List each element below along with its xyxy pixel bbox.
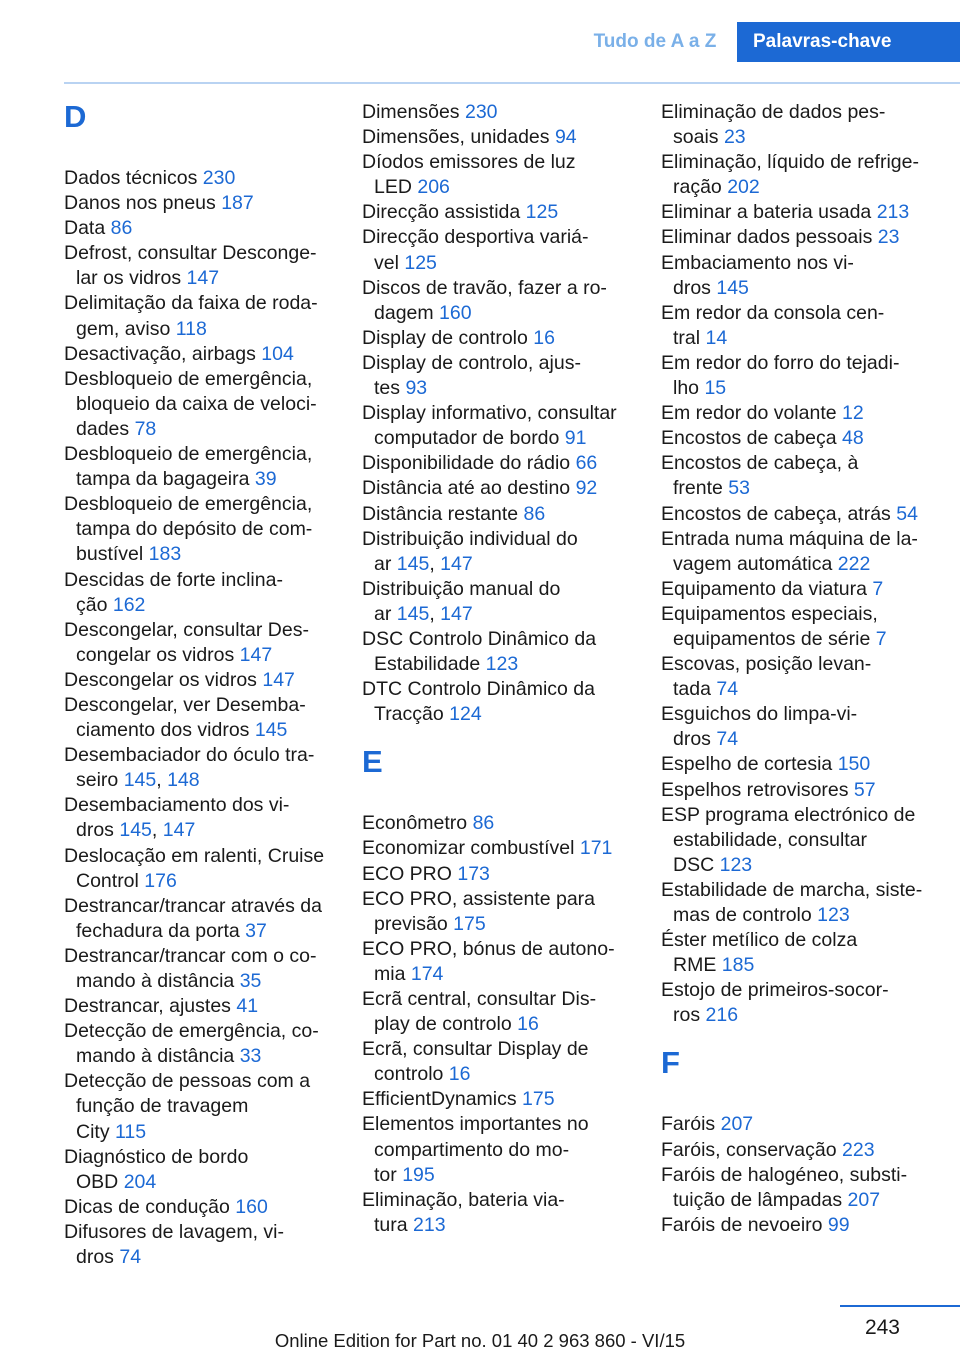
entry-text: Encostos de cabeça, atrás bbox=[661, 502, 897, 525]
page-link[interactable]: 94 bbox=[554, 126, 577, 149]
entry-text: tral bbox=[673, 326, 706, 349]
entry-text: Econômetro bbox=[362, 812, 473, 835]
page-link[interactable]: 216 bbox=[705, 1004, 739, 1027]
entry-text: Éster metílico de colza bbox=[661, 929, 858, 952]
page-link[interactable]: 147 bbox=[162, 819, 196, 842]
page-link[interactable]: 16 bbox=[533, 326, 555, 349]
index-entry: Desembaciamento dos vi- dros 145, 147 bbox=[64, 794, 290, 842]
entry-text: ECO PRO bbox=[362, 862, 458, 885]
page-link[interactable]: 148 bbox=[167, 769, 200, 792]
page-header bbox=[0, 22, 960, 62]
index-entry bbox=[661, 150, 933, 200]
entry-text: Direcção assistida bbox=[362, 201, 526, 224]
index-entry bbox=[661, 778, 933, 803]
index-entry: Distribuição manual do ar 145, 147 bbox=[362, 577, 561, 625]
index-entry bbox=[661, 351, 933, 401]
page-link[interactable]: 57 bbox=[853, 778, 876, 801]
page-link[interactable]: 206 bbox=[417, 176, 450, 199]
page-link[interactable]: 115 bbox=[115, 1120, 147, 1143]
index-entry bbox=[661, 577, 933, 602]
entry-text: Eliminar a bateria usada bbox=[661, 201, 877, 224]
index-entry bbox=[661, 978, 933, 1028]
page-link[interactable]: 23 bbox=[877, 226, 900, 249]
index-entry bbox=[362, 937, 634, 987]
index-column-1 bbox=[64, 100, 336, 1270]
entry-text: tada bbox=[673, 678, 717, 701]
entry-text: Destrancar/trancar com o co- bbox=[64, 944, 317, 967]
index-entry bbox=[362, 811, 634, 836]
index-entry bbox=[362, 862, 634, 887]
index-entry bbox=[362, 225, 634, 275]
entry-text: Delimitação da faixa de roda- bbox=[64, 292, 318, 315]
page-link[interactable]: 160 bbox=[439, 301, 472, 324]
page-link[interactable]: 74 bbox=[716, 678, 739, 701]
entry-text: Escovas, posição levan- bbox=[661, 653, 872, 676]
entry-text: Eliminação de dados pes- bbox=[661, 101, 886, 123]
index-entry bbox=[362, 627, 634, 677]
index-entry bbox=[64, 1145, 336, 1195]
index-entry bbox=[661, 401, 933, 426]
page-link[interactable]: 147 bbox=[239, 643, 273, 666]
index-entry bbox=[661, 1213, 933, 1238]
index-entry bbox=[362, 476, 634, 501]
page-link[interactable]: 222 bbox=[837, 552, 871, 575]
index-entry bbox=[362, 1087, 634, 1112]
index-entry bbox=[362, 100, 634, 125]
entry-text: Detecção de emergência, co- bbox=[64, 1020, 319, 1043]
index-entry bbox=[64, 994, 336, 1019]
page-link[interactable]: 147 bbox=[440, 552, 473, 575]
entry-text: ração bbox=[673, 176, 728, 199]
entry-text: mando à distância bbox=[76, 970, 240, 992]
page-link[interactable]: 74 bbox=[119, 1246, 142, 1269]
section-spacer bbox=[362, 727, 634, 745]
index-entry bbox=[661, 803, 933, 878]
page-link[interactable]: 41 bbox=[236, 995, 259, 1018]
index-entry bbox=[661, 451, 933, 501]
page-link[interactable]: 93 bbox=[405, 377, 428, 400]
entry-text: Desactivação, airbags bbox=[64, 342, 262, 365]
entry-text: Desbloqueio de emergência, bbox=[64, 367, 313, 390]
index-entry bbox=[64, 216, 336, 241]
entry-text: equipamentos de série bbox=[673, 627, 876, 650]
entry-text: mia bbox=[374, 962, 411, 985]
entry-text: ros bbox=[673, 1004, 706, 1027]
page-link[interactable]: 213 bbox=[413, 1213, 446, 1236]
index-entry bbox=[362, 987, 634, 1037]
entry-text: EfficientDynamics bbox=[362, 1088, 523, 1111]
entry-text: Defrost, consultar Desconge- bbox=[64, 242, 317, 265]
entry-text: Estabilidade de marcha, siste- bbox=[661, 878, 923, 901]
entry-text: frente bbox=[673, 477, 729, 500]
footer-rule bbox=[840, 1305, 960, 1307]
index-entry bbox=[661, 502, 933, 527]
entry-text: Disponibilidade do rádio bbox=[362, 452, 576, 475]
page-link[interactable]: 37 bbox=[245, 919, 267, 942]
index-entry bbox=[64, 166, 336, 191]
entry-text: Descidas de forte inclina- bbox=[64, 568, 283, 591]
index-entry bbox=[64, 618, 336, 668]
page-link[interactable]: 195 bbox=[402, 1163, 435, 1186]
entry-text: Encostos de cabeça bbox=[661, 427, 843, 450]
page-link[interactable]: 78 bbox=[134, 417, 157, 440]
index-letter-heading: D bbox=[64, 99, 87, 134]
entry-text: Faróis bbox=[661, 1113, 721, 1136]
index-entry bbox=[661, 928, 933, 978]
header-rule bbox=[64, 82, 960, 84]
index-letter-heading: F bbox=[661, 1045, 680, 1081]
entry-text: dros bbox=[76, 1246, 120, 1269]
entry-text: ar bbox=[374, 602, 397, 625]
page-link[interactable]: 99 bbox=[827, 1213, 850, 1236]
index-entry bbox=[661, 878, 933, 928]
section-tab: Tudo de A a Z bbox=[593, 31, 717, 52]
entry-text: lho bbox=[673, 377, 705, 400]
entry-text: soais bbox=[673, 126, 724, 149]
entry-text: compartimento do mo- bbox=[374, 1138, 570, 1161]
entry-text: dros bbox=[76, 819, 120, 842]
page-link[interactable]: 33 bbox=[239, 1045, 262, 1068]
index-entry bbox=[362, 276, 634, 326]
page-link[interactable]: 53 bbox=[728, 477, 750, 500]
page-link[interactable]: 125 bbox=[404, 251, 437, 274]
entry-text: ção bbox=[76, 593, 113, 616]
index-entry bbox=[362, 1188, 634, 1238]
entry-text: tura bbox=[374, 1213, 414, 1236]
entry-text: previsão bbox=[374, 912, 454, 935]
entry-text: Distribuição individual do bbox=[362, 527, 578, 550]
page-link[interactable]: 15 bbox=[704, 377, 727, 400]
page-link[interactable]: 123 bbox=[485, 653, 519, 676]
index-entry bbox=[661, 752, 933, 777]
index-entry bbox=[362, 326, 634, 351]
entry-text: Distância até ao destino bbox=[362, 477, 576, 500]
index-entry bbox=[362, 1037, 634, 1087]
entry-text: Equipamentos especiais, bbox=[661, 602, 878, 625]
page-link[interactable]: 86 bbox=[110, 217, 133, 240]
page-link[interactable]: 207 bbox=[847, 1188, 881, 1211]
index-column-3 bbox=[661, 100, 933, 1238]
entry-text: Display de controlo bbox=[362, 326, 534, 349]
page-link[interactable]: 125 bbox=[525, 201, 559, 224]
entry-text: Tracção bbox=[374, 703, 450, 726]
entry-text: RME bbox=[673, 954, 722, 977]
entry-text: função de travagem bbox=[76, 1095, 249, 1118]
entry-text: Desembaciador do óculo tra- bbox=[64, 744, 315, 767]
index-entry bbox=[362, 677, 634, 727]
index-entry bbox=[64, 291, 336, 341]
entry-text: tes bbox=[374, 377, 406, 400]
index-entry bbox=[64, 191, 336, 216]
entry-text: Equipamento da viatura bbox=[661, 577, 873, 600]
page-link[interactable]: 175 bbox=[522, 1088, 555, 1111]
entry-text: Estabilidade bbox=[374, 653, 486, 676]
page-link[interactable]: 145 bbox=[716, 276, 749, 299]
page-link[interactable]: 123 bbox=[817, 904, 850, 926]
entry-text: Descongelar os vidros bbox=[64, 668, 263, 691]
index-column-2 bbox=[362, 100, 634, 1238]
entry-text: Deslocação em ralenti, Cruise bbox=[64, 844, 325, 867]
page-link[interactable]: 145 bbox=[119, 819, 152, 842]
index-entry bbox=[64, 367, 336, 442]
page-link[interactable]: 207 bbox=[720, 1113, 754, 1136]
entry-text: DSC bbox=[673, 853, 720, 876]
entry-text: tuição de lâmpadas bbox=[673, 1188, 848, 1211]
entry-text: Faróis, conservação bbox=[661, 1138, 842, 1161]
index-entry bbox=[661, 200, 933, 225]
entry-text: bloqueio da caixa de veloci- bbox=[76, 392, 317, 415]
entry-text: tampa da bagageira bbox=[76, 468, 255, 491]
index-entry bbox=[64, 442, 336, 492]
entry-text: Dimensões, unidades bbox=[362, 126, 555, 149]
page-link[interactable]: 74 bbox=[716, 728, 739, 751]
index-entry bbox=[362, 125, 634, 150]
entry-text: vel bbox=[374, 251, 405, 274]
page-link[interactable]: 16 bbox=[448, 1063, 471, 1086]
entry-text: Em redor do volante bbox=[661, 402, 843, 425]
entry-text: Display informativo, consultar bbox=[362, 402, 617, 425]
entry-text: Estojo de primeiros-socor- bbox=[661, 979, 889, 1002]
index-entry bbox=[362, 502, 634, 527]
page-link[interactable]: 54 bbox=[896, 502, 918, 525]
entry-text: Data bbox=[64, 217, 111, 240]
page-link[interactable]: 91 bbox=[564, 427, 587, 450]
index-entry bbox=[362, 1112, 634, 1187]
entry-text: tampa do depósito de com- bbox=[76, 518, 313, 541]
entry-text: bustível bbox=[76, 543, 149, 566]
entry-text: vagem automática bbox=[673, 552, 838, 575]
entry-text: Eliminação, bateria via- bbox=[362, 1188, 565, 1211]
entry-text: ECO PRO, bónus de autono- bbox=[362, 937, 615, 960]
entry-text: Espelhos retrovisores bbox=[661, 778, 854, 801]
entry-text: tor bbox=[374, 1163, 403, 1186]
index-entry bbox=[64, 492, 336, 567]
index-entry bbox=[661, 426, 933, 451]
entry-text: Eliminar dados pessoais bbox=[661, 226, 878, 249]
entry-text: Detecção de pessoas com a bbox=[64, 1070, 311, 1093]
entry-text: ECO PRO, assistente para bbox=[362, 887, 596, 910]
index-entry bbox=[661, 1163, 933, 1213]
page-link[interactable]: 173 bbox=[457, 862, 490, 885]
page-link[interactable]: 12 bbox=[842, 402, 864, 425]
index-entry bbox=[362, 887, 634, 937]
page-link[interactable]: 176 bbox=[144, 869, 177, 892]
index-entry bbox=[661, 301, 933, 351]
page-link[interactable]: 185 bbox=[721, 954, 755, 977]
index-entry bbox=[64, 1069, 336, 1144]
page-link[interactable]: 124 bbox=[449, 703, 482, 726]
entry-text: fechadura da porta bbox=[76, 919, 246, 942]
page-link[interactable]: 104 bbox=[261, 342, 294, 365]
page-link[interactable]: 174 bbox=[410, 962, 444, 985]
index-entry: Distribuição individual do ar 145, 147 bbox=[362, 527, 578, 575]
page-link[interactable]: 86 bbox=[523, 502, 546, 525]
page-link[interactable]: 14 bbox=[705, 326, 728, 349]
index-entry bbox=[661, 602, 933, 652]
entry-text: Ecrã, consultar Display de bbox=[362, 1038, 589, 1061]
page-link[interactable]: 66 bbox=[575, 452, 598, 475]
index-entry bbox=[362, 351, 634, 401]
entry-text: Ecrã central, consultar Dis- bbox=[362, 988, 597, 1010]
page-link[interactable]: 16 bbox=[517, 1013, 539, 1036]
entry-text: Dicas de condução bbox=[64, 1195, 236, 1218]
index-entry bbox=[64, 241, 336, 291]
entry-text: dros bbox=[673, 728, 717, 751]
index-entry bbox=[362, 200, 634, 225]
page-link[interactable]: 183 bbox=[148, 543, 182, 566]
page-link[interactable]: 86 bbox=[472, 812, 495, 835]
page-link[interactable]: 230 bbox=[202, 167, 236, 189]
keywords-tab: Palavras-chave bbox=[737, 22, 960, 62]
entry-text: Dados técnicos bbox=[64, 167, 203, 189]
entry-text: Em redor do forro do tejadi- bbox=[661, 351, 900, 374]
entry-text: LED bbox=[374, 176, 418, 199]
index-entry bbox=[64, 668, 336, 693]
page-link[interactable]: 7 bbox=[875, 627, 887, 650]
page-link[interactable]: 147 bbox=[440, 602, 473, 625]
entry-text: Danos nos pneus bbox=[64, 192, 222, 215]
page-link[interactable]: 213 bbox=[876, 201, 910, 224]
page-link[interactable]: 145 bbox=[123, 769, 157, 792]
index-entry bbox=[661, 652, 933, 702]
index-entry bbox=[64, 1220, 336, 1270]
page-link[interactable]: 171 bbox=[579, 837, 613, 860]
index-entry bbox=[64, 944, 336, 994]
page-link[interactable]: 150 bbox=[837, 753, 871, 776]
entry-text: City bbox=[76, 1120, 115, 1143]
index-entry bbox=[661, 100, 933, 150]
entry-text: Descongelar, ver Desemba- bbox=[64, 693, 306, 716]
index-entry bbox=[362, 836, 634, 861]
page-link[interactable]: 145 bbox=[396, 552, 430, 575]
entry-text: seiro bbox=[76, 769, 124, 792]
page-link[interactable]: 202 bbox=[727, 176, 760, 199]
entry-text: Díodos emissores de luz bbox=[362, 151, 576, 174]
entry-text: mas de controlo bbox=[673, 904, 818, 926]
page-link[interactable]: 145 bbox=[254, 719, 288, 742]
entry-text: Direcção desportiva variá- bbox=[362, 226, 589, 249]
entry-text: Distribuição manual do bbox=[362, 577, 561, 600]
page-link[interactable]: 123 bbox=[719, 853, 753, 876]
index-entry bbox=[661, 225, 933, 250]
index-entry bbox=[362, 401, 634, 451]
page-link[interactable]: 23 bbox=[723, 126, 746, 149]
entry-text: dros bbox=[673, 276, 717, 299]
page-link[interactable]: 147 bbox=[186, 267, 220, 290]
page-link[interactable]: 48 bbox=[842, 427, 864, 450]
index-letter-heading: E bbox=[362, 744, 383, 780]
entry-text: ESP programa electrónico de bbox=[661, 803, 916, 826]
page-link[interactable]: 223 bbox=[842, 1138, 875, 1161]
entry-text: Faróis de halogéneo, substi- bbox=[661, 1163, 908, 1186]
entry-text: estabilidade, consultar bbox=[673, 828, 868, 851]
page-link[interactable]: 160 bbox=[235, 1195, 268, 1218]
edition-note: Online Edition for Part no. 01 40 2 963 860 - VI/15 bbox=[274, 1330, 686, 1351]
page-link[interactable]: 162 bbox=[112, 593, 146, 616]
entry-text: Diagnóstico de bordo bbox=[64, 1145, 249, 1168]
entry-text: lar os vidros bbox=[76, 267, 187, 290]
page-link[interactable]: 187 bbox=[221, 192, 254, 215]
page-link[interactable]: 7 bbox=[872, 577, 884, 600]
index-entry: Desembaciador do óculo tra- seiro 145, 148 bbox=[64, 744, 315, 792]
entry-text: Faróis de nevoeiro bbox=[661, 1213, 828, 1236]
index-entry bbox=[64, 693, 336, 743]
entry-text: Entrada numa máquina de la- bbox=[661, 527, 918, 550]
entry-text: controlo bbox=[374, 1063, 449, 1086]
page-link[interactable]: 35 bbox=[239, 970, 262, 992]
page-number: 243 bbox=[864, 1316, 900, 1339]
page-link[interactable]: 147 bbox=[262, 668, 295, 691]
index-entry bbox=[362, 451, 634, 476]
entry-text: congelar os vidros bbox=[76, 643, 240, 666]
entry-text: Descongelar, consultar Des- bbox=[64, 618, 309, 641]
entry-text: Control bbox=[76, 869, 145, 892]
entry-text: Elementos importantes no bbox=[362, 1113, 589, 1136]
page-link[interactable]: 204 bbox=[123, 1170, 157, 1193]
entry-text: ciamento dos vidros bbox=[76, 719, 255, 742]
entry-text: Distância restante bbox=[362, 502, 524, 525]
index-entry bbox=[64, 844, 336, 894]
entry-text: Desbloqueio de emergência, bbox=[64, 493, 313, 516]
entry-text: dades bbox=[76, 417, 135, 440]
entry-text: DTC Controlo Dinâmico da bbox=[362, 678, 596, 701]
entry-text: OBD bbox=[76, 1170, 124, 1193]
entry-text: ar bbox=[374, 552, 397, 575]
page-link[interactable]: 39 bbox=[254, 468, 277, 491]
index-entry bbox=[64, 568, 336, 618]
entry-text: gem, aviso bbox=[76, 317, 176, 340]
entry-text: Em redor da consola cen- bbox=[661, 301, 885, 324]
index-entry bbox=[64, 894, 336, 944]
entry-text: Desembaciamento dos vi- bbox=[64, 794, 290, 817]
index-entry bbox=[661, 1138, 933, 1163]
entry-text: Embaciamento nos vi- bbox=[661, 251, 854, 274]
entry-text: mando à distância bbox=[76, 1045, 240, 1068]
index-entry bbox=[661, 1112, 933, 1137]
entry-text: Difusores de lavagem, vi- bbox=[64, 1220, 285, 1243]
index-entry bbox=[661, 527, 933, 577]
entry-text: dagem bbox=[374, 301, 440, 324]
index-entry bbox=[661, 251, 933, 301]
page-link[interactable]: 175 bbox=[453, 912, 486, 935]
entry-text: Dimensões bbox=[362, 101, 465, 123]
entry-text: Discos de travão, fazer a ro- bbox=[362, 276, 607, 299]
entry-text: play de controlo bbox=[374, 1013, 518, 1036]
entry-text: Economizar combustível bbox=[362, 837, 580, 860]
page-link[interactable]: 92 bbox=[575, 477, 598, 500]
entry-text: DSC Controlo Dinâmico da bbox=[362, 627, 597, 650]
index-entry bbox=[661, 702, 933, 752]
index-entry bbox=[64, 1195, 336, 1220]
index-entry bbox=[362, 150, 634, 200]
entry-text: Display de controlo, ajus- bbox=[362, 351, 581, 374]
index-entry bbox=[64, 1019, 336, 1069]
entry-text: Destrancar/trancar através da bbox=[64, 894, 322, 917]
index-entry bbox=[64, 342, 336, 367]
entry-text: Destrancar, ajustes bbox=[64, 995, 237, 1018]
entry-text: Espelho de cortesia bbox=[661, 753, 838, 776]
page-link[interactable]: 145 bbox=[396, 602, 430, 625]
entry-text: Eliminação, líquido de refrige- bbox=[661, 151, 919, 174]
page-link[interactable]: 230 bbox=[464, 101, 498, 123]
page-link[interactable]: 118 bbox=[175, 317, 207, 340]
entry-text: Desbloqueio de emergência, bbox=[64, 443, 313, 466]
entry-text: computador de bordo bbox=[374, 427, 565, 450]
section-spacer bbox=[661, 1028, 933, 1046]
entry-text: Esguichos do limpa-vi- bbox=[661, 703, 858, 726]
entry-text: Encostos de cabeça, à bbox=[661, 452, 859, 475]
